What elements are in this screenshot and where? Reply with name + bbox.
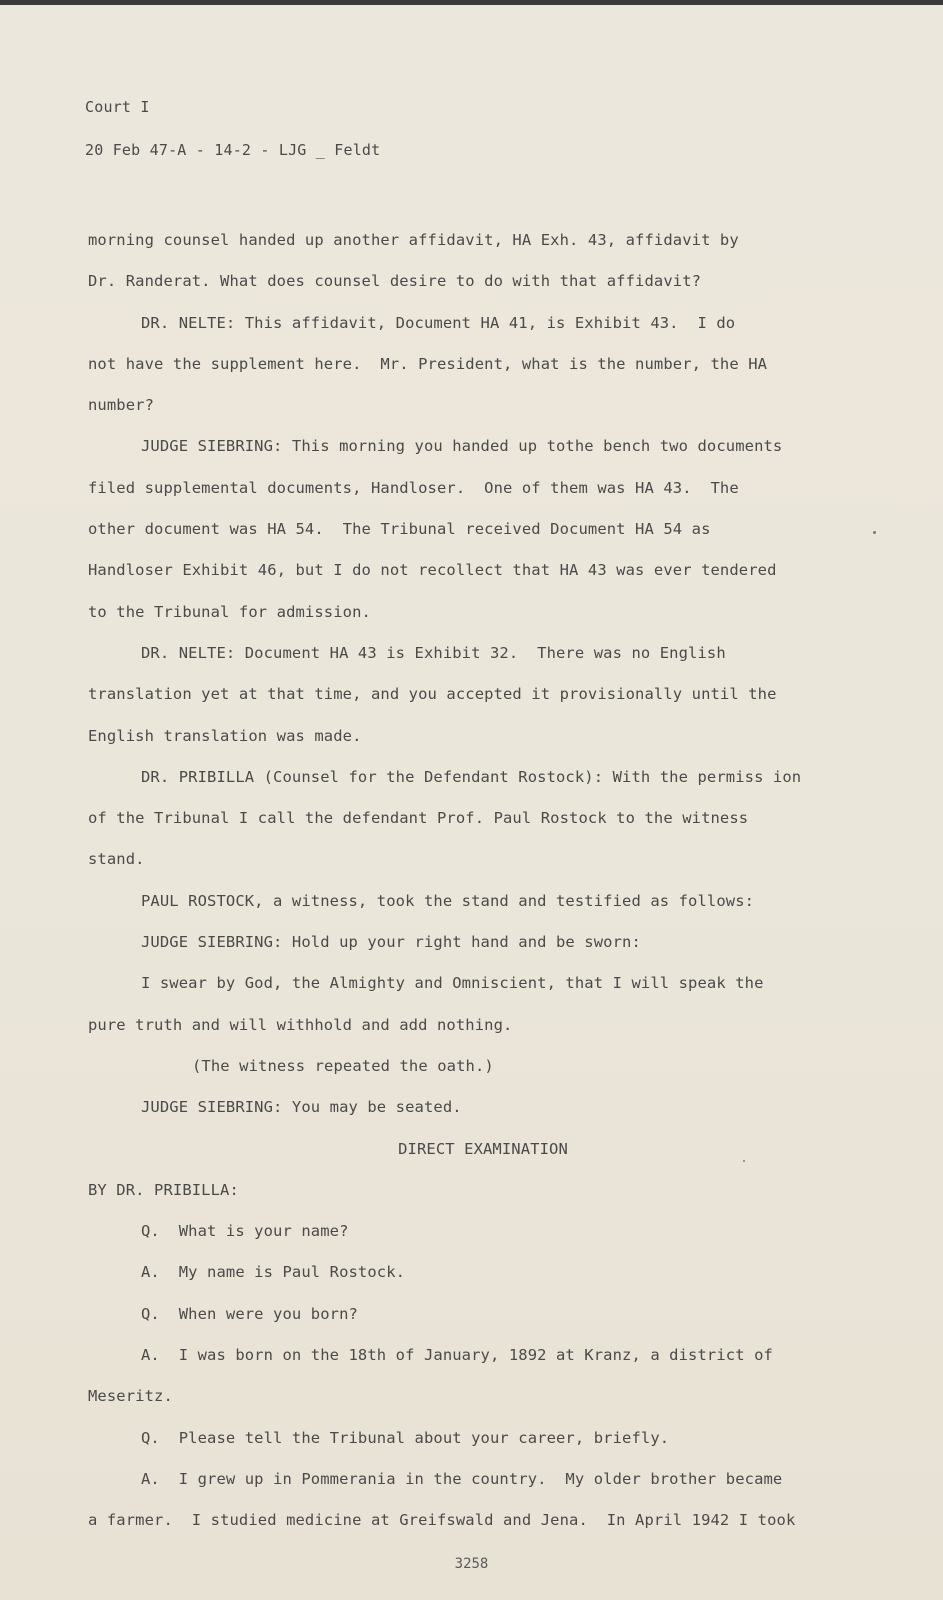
transcript-line: Dr. Randerat. What does counsel desire to do with that affidavit? [88,272,702,291]
transcript-line: JUDGE SIEBRING: This morning you handed up tothe bench two documents [141,437,783,456]
transcript-line: to the Tribunal for admission. [88,602,371,621]
scan-speck [743,1160,745,1162]
transcript-body [88,220,878,1542]
transcript-line: English translation was made. [88,726,362,745]
transcript-line: JUDGE SIEBRING: You may be seated. [141,1098,462,1117]
transcript-line: PAUL ROSTOCK, a witness, took the stand and testified as follows: [141,891,755,910]
transcript-line: I swear by God, the Almighty and Omniscient, that I will speak the [141,974,764,993]
transcript-line: stand. [88,850,145,869]
transcript-line: Meseritz. [88,1387,173,1406]
transcript-line: DR. PRIBILLA (Counsel for the Defendant Rostock): With the permiss ion [141,767,802,786]
transcript-line: morning counsel handed up another affidavit, HA Exh. 43, affidavit by [88,231,739,249]
transcript-line: (The witness repeated the oath.) [192,1056,494,1075]
transcript-line: filed supplemental documents, Handloser. One of them was HA 43. The [88,478,739,497]
transcript-line: DR. NELTE: Document HA 43 is Exhibit 32. There was no English [141,643,726,662]
transcript-line: Handloser Exhibit 46, but I do not recollect that HA 43 was ever tendered [88,561,777,580]
transcript-line: other document was HA 54. The Tribunal received Document HA 54 as [88,520,711,539]
transcript-line: Q. Please tell the Tribunal about your career, briefly. [141,1428,670,1447]
transcript-line: a farmer. I studied medicine at Greifswald and Jena. In April 1942 I took [88,1511,796,1530]
scan-edge [0,0,943,5]
transcript-line: of the Tribunal I call the defendant Prof. Paul Rostock to the witness [88,809,749,828]
transcript-line: Q. What is your name? [141,1222,349,1241]
transcript-line: Q. When were you born? [141,1304,358,1323]
page-number: 3258 [454,1556,489,1572]
transcript-line: JUDGE SIEBRING: Hold up your right hand and be sworn: [141,933,641,952]
transcript-line: BY DR. PRIBILLA: [88,1180,239,1199]
transcript-line: A. I grew up in Pommerania in the country. My older brother became [141,1469,783,1488]
transcript-line: not have the supplement here. Mr. President, what is the number, the HA [88,354,768,373]
transcript-line: number? [88,396,155,415]
transcript-line: translation yet at that time, and you accepted it provisionally until the [88,685,777,704]
document-reference: 20 Feb 47-A - 14-2 - LJG _ Feldt [85,141,381,159]
transcript-line: A. My name is Paul Rostock. [141,1263,406,1282]
transcript-line: pure truth and will withhold and add nothing. [88,1015,513,1034]
transcript-line: A. I was born on the 18th of January, 1892 at Kranz, a district of [141,1346,773,1365]
court-label: Court I [85,98,150,116]
section-heading: DIRECT EXAMINATION [398,1139,568,1158]
scan-speck [873,531,876,534]
transcript-line: DR. NELTE: This affidavit, Document HA 41, is Exhibit 43. I do [141,313,736,332]
